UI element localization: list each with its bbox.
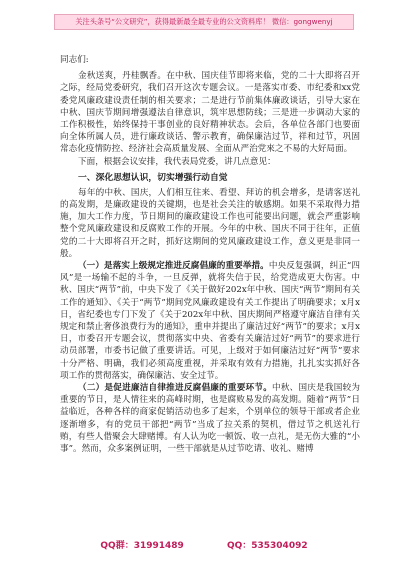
point-1-body: 中央反复强调，纠正“四风”是一场输不起的斗争，一旦反弹，就将失信于民，给党造成更大伤害。中秋、国庆“两节”前，中央下发了《关于做好202x年中秋、国庆“两节”期间有关工作的通知》、《关于“两节”期间党风廉政建设有关工作提出了明确要求；x月x日，省纪委也专门下发了《关于202x年中秋、国庆期间严格遵守廉洁自律有关规定和禁止奢侈浪费行为的通知》，重申并提出了廉洁过好“两节”的要求；x月x日，市委召开专题会议，贯彻落实中央、省委有关廉洁过好“两节”的要求进行动员部署，市委书记做了重要讲话。可见，上级对于如何廉洁过好“两节”要求十分严格、明确，我们必须高度重视，并采取有效有力措施，扎扎实实抓好各项工作的贯彻落实，确保廉洁、安全过节。 [60,261,360,381]
section-1-heading: 一、深化思想认识，切实增强行动自觉 [78,172,228,183]
footer-qq: QQ：535304092 [226,541,308,551]
point-1-lead: （一）是落实上级规定推进反腐倡廉的重要举措。 [78,261,269,272]
section-1-paragraph: 每年的中秋、国庆，人们相互往来、看望、拜访的机会增多，是请客送礼的高发期，是廉政建设的关键期，也是社会关注的敏感期。如果不采取得力措施，加大工作力度，节日期间的廉政建设工作也可能要出问题，就会严重影响整个党风廉政建设和反腐败工作的开展。今年的中秋、国庆不同于往年，正值党的二十大即将召开之时，抓好这期间的党风廉政建设工作，意义更是非同一般。 [60,187,360,259]
salutation: 同志们: [60,55,89,65]
transition-paragraph: 下面，根据会议安排，我代表局党委，讲几点意见： [78,156,276,167]
point-2-paragraph [60,382,360,455]
point-1-paragraph [60,260,360,382]
document-body [60,54,360,455]
intro-paragraph: 金秋送爽，丹桂飘香。在中秋、国庆佳节即将来临，党的二十大即将召开之际，经局党委研究，我们召开这次专题会议。一是落实市委、市纪委和xx党委党风廉政建设责任制的相关要求；二是进行节前集体廉政谈话，引导大家在中秋、国庆节期间增强遵法自律意识，筑牢思想防线；三是进一步调动大家的工作积极性，始终保持干事创业的良好精神状态。会后，各单位各部门也要面向全体所属人员，进行廉政谈话、警示教育，确保廉洁过节，祥和过节，巩固常态化疫情防控、经济社会高质量发展、全面从严治党來之不易的大好局面。 [60,71,360,155]
point-2-lead: （二）是促进廉洁自律推进反腐倡廉的重要环节。 [78,383,273,394]
footer-contact [0,538,408,554]
footer-qq-group: QQ群：31991489 [100,541,184,551]
point-2-body: 中秋、国庆是我国较为重要的节日，是人情往来的高峰时期，也是腐败易发的高发期。随着“两节”日益临近，各种各样的商家促销活动也多了起来，个别单位的领导干部或者企业逐渐增多，有的党员干部把“两节”当成了拉关系的契机，借过节之机送礼行贿，有些人借聚会大肆赌博。有人认为吃一顿饭、收一点礼，是无伤大雅的“小事”。然而，众多案例证明，一些干部就是从过节吃请、收礼、赌博 [60,383,360,455]
promo-banner: 关注头条号“公文研究”，获得最新最全最专业的公文资料库！ 微信：gongwenyj [54,14,354,30]
